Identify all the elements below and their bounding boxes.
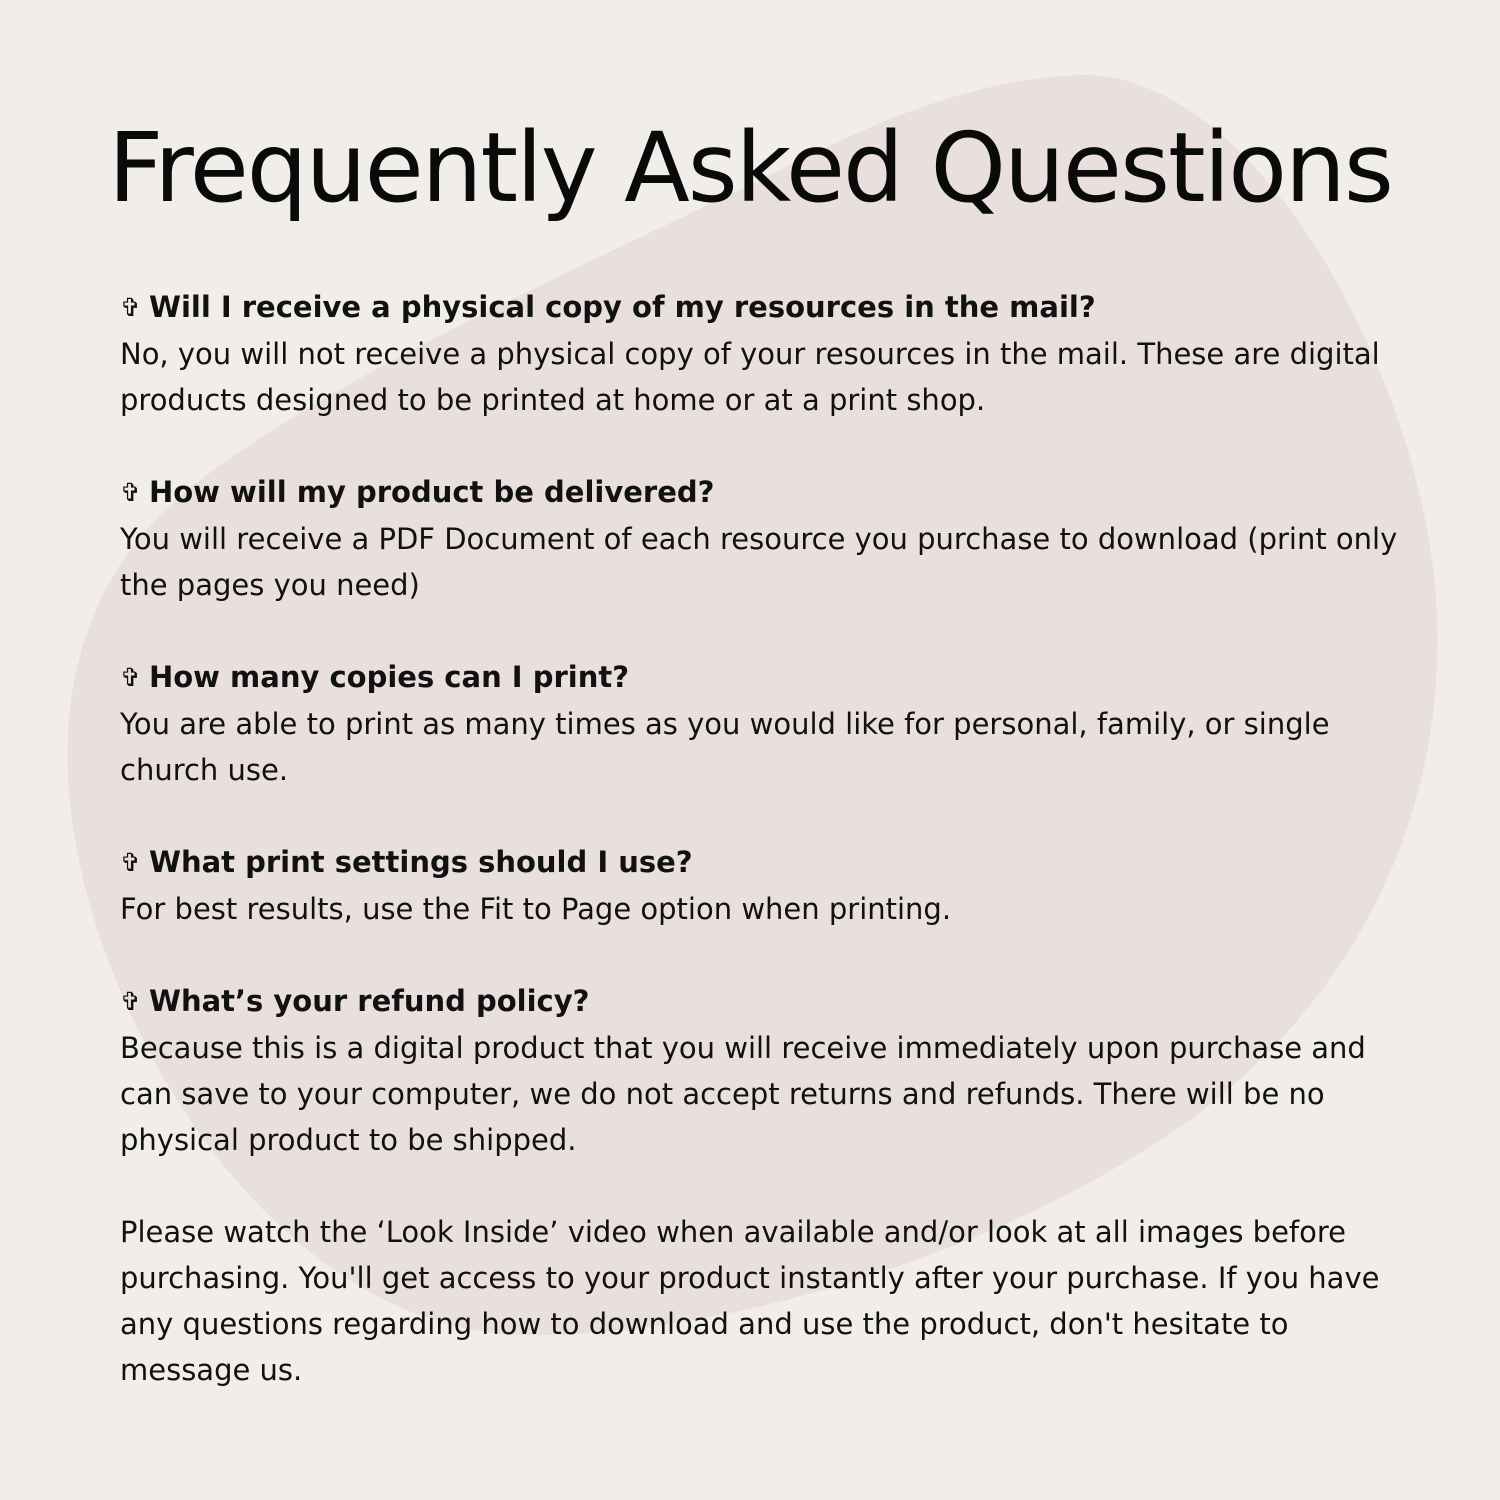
faq-item [120, 469, 1410, 608]
faq-item [120, 839, 1410, 932]
faq-list [120, 284, 1410, 1393]
faq-question [120, 839, 1410, 886]
faq-question [120, 284, 1410, 331]
page-title: Frequently Asked Questions [108, 112, 1392, 224]
faq-item [120, 654, 1410, 793]
faq-question [120, 654, 1410, 701]
faq-answer: Because this is a digital product that you will receive immediately upon purchase and can save to your computer, we do not accept returns and refunds. There will be no physical product to be shipped. [120, 1031, 1366, 1157]
latin-cross-icon: ✞ [120, 293, 141, 322]
latin-cross-icon: ✞ [120, 848, 141, 877]
latin-cross-icon: ✞ [120, 663, 141, 692]
closing-note: Please watch the ‘Look Inside’ video when available and/or look at all images before purchasing. You'll get access to your product instantly after your purchase. If you have any questions regarding how to download and use the product, don't hesitate to message us. [120, 1215, 1380, 1387]
faq-item [120, 978, 1410, 1163]
faq-item [120, 284, 1410, 423]
faq-question-text: What’s your refund policy? [148, 984, 590, 1018]
faq-question-text: Will I receive a physical copy of my resources in the mail? [148, 290, 1096, 324]
latin-cross-icon: ✞ [120, 987, 141, 1016]
faq-answer: You will receive a PDF Document of each resource you purchase to download (print only the pages you need) [120, 522, 1398, 602]
faq-question [120, 978, 1410, 1025]
faq-answer: You are able to print as many times as you would like for personal, family, or single church use. [120, 707, 1330, 787]
faq-answer: For best results, use the Fit to Page option when printing. [120, 892, 952, 926]
latin-cross-icon: ✞ [120, 478, 141, 507]
faq-answer: No, you will not receive a physical copy of your resources in the mail. These are digital products designed to be printed at home or at a print shop. [120, 337, 1380, 417]
faq-question-text: What print settings should I use? [148, 845, 693, 879]
faq-question-text: How many copies can I print? [148, 660, 630, 694]
faq-question [120, 469, 1410, 516]
faq-question-text: How will my product be delivered? [148, 475, 715, 509]
